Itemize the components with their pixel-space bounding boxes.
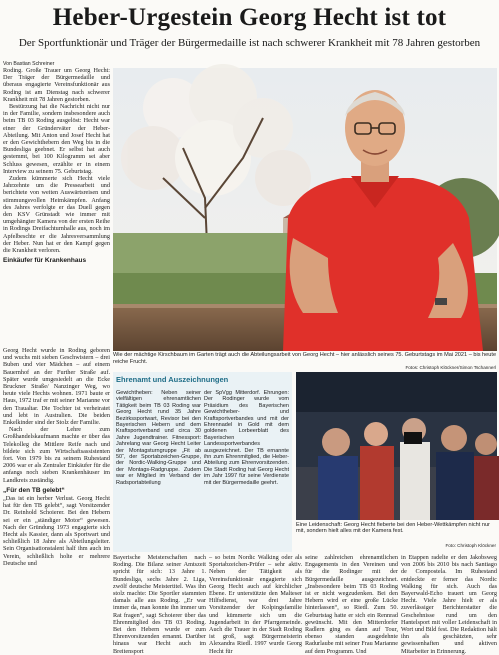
paragraph: Georg Hecht wurde in Roding geboren und wuchs mit sieben Geschwistern – drei Buben und vier Mädchen – auf einem Bauernhof an der Further Straße auf. Später wurde umgesiedelt an die Ecke Bruckner Straße/ Nanzinger Weg, wo heute viele Hechts wohnen. 1971 baute er Haus, 1972 traf er mit seiner Marianne vor den Traualtar. Die Tochter ist verheiratet und lebt in Australien. Die beiden Enkelkinder sind der Stolz der Familie.: [3, 347, 110, 427]
paragraph: Zudem kümmerte sich Hecht viele Jahrzehnte um die Pressearbeit und berichtete von weiten Auswärtsreisen und stimmungsvollen Heimkämpfen. Anfang des Jahres verfolgte er das Duell gegen den KSV Grünstadt wie immer mit umgehängter Kamera von der ersten Reihe in Rodings Dreifachturnhalle aus, noch im Apfelbeschte er die Jahresversammlung der Heber. Nun hat er den Kampf gegen die Krankheit verloren.: [3, 175, 110, 255]
byline: Von Bastian Schreiner: [3, 61, 55, 67]
section-heading: Einkäufer für Krankenhaus: [3, 257, 87, 265]
subheadline: Der Sportfunktionär und Träger der Bürgermedaille ist nach schwerer Krankheit mit 78 Jahren gestorben: [18, 37, 481, 49]
article-column-6: in Etappen radelte er den Jakobsweg von 2006 bis 2010 bis nach Santiago de Compostela. Im Ruhestand entdeckte er ferner das Nordic Walking für sich. Auch das Bayerwald-Echo trauert um Georg Hecht. Viele Jahre hielt er als zuverlässiger Berichterstatter die Geschehnisse rund um den Hantelsport mit voller Leidenschaft in Wort und Bild fest. Die Redaktion hält ihn als geschätzten, sehr gewissenhaften und aktiven Mitarbeiter in Erinnerung.: [401, 554, 497, 655]
secondary-photo-credit: Foto: Christoph Klöckner: [445, 543, 496, 548]
info-box: [113, 372, 292, 552]
article-column-3: Bayerische Meisterschaften nach Roding. Die Bilanz seiner Amtszeit spricht für sich: 13 Jahre 1. Bundesliga, sechs Jahre 2. Liga, zwölf deutsche Meistertitel. Was ihn stolz machte: Die Sportler stammten damals alle aus Roding. „Er war immer da, man konnte ihn immer um Rat fragen“, sagt Schoierer über das Ehrenmitglied des TB 03 Roding. Bei den Hebern wurde er zum Ehrenvorsitzenden ernannt. Darüber hinaus war Hecht auch im Breitensport: [113, 554, 206, 655]
paragraph: Bestürzung hat die Nachricht nicht nur in der Familie, sondern insbesondere auch beim TB 03 Roding ausgelöst: Hecht war einer der Gründerväter der Heber-Abteilung. Mit Anton und Josef Hecht hat er den Gewichthebern den Weg bis in die Bundesliga geebnet. Er selbst hat auch gestemmt, bei 100 Kilogramm sei aber Schluss gewesen, erzählte er in einem Interview zu seinem 75. Geburtstag.: [3, 103, 110, 175]
paragraph: „Das ist ein herber Verlust. Georg Hecht hat für den TB gelebt“, sagt Vorsitzender Dr. Reinhold Schoierer. Bei den Hebern sei er ein „ständiger Motor“ gewesen. Nach der Gründung 1973 engagierte sich Hecht als Kassier, dann als Sportwart und schließlich 18 Jahre als Abteilungsleiter. Sein Organisationstalent half ihm auch im Verein, schließlich holte er mehrere Deutsche und: [3, 495, 110, 567]
headline: Heber-Urgestein Georg Hecht ist tot: [52, 4, 447, 31]
section-heading: „Für den TB gelebt“: [3, 486, 65, 494]
article-column-4: – so beim Nordic Walking oder als Sportabzeichen-Prüfer – sehr aktiv. Neben der Tätigkeit als Vereinsfunktionär engagierte sich Georg Hecht auch auf kirchlicher Ebene. Er unterstützte den Malteser Hilfsdienst, war drei Jahre Vorsitzender der Kolpingsfamilie und kümmerte sich um die Jugendarbeit in der Pfarrgemeinde. Auch die Trauer in der Stadt Roding ist groß, sagt Bürgermeisterin Alexandra Riedl. 1997 wurde Georg Hecht für: [209, 554, 302, 655]
info-box-column-1: Gewichtheben: Neben seiner vielfältigen ehrenamtlichen Tätigkeit beim TB 03 Roding war Georg Hecht rund 35 Jahre Bezirkssportwart, Revisor bei den Bayerischen Hebern und dem Kraftsportverband und circa 30 Jahre Jugendtrainer. Fitnessport: Jahrelang war Georg Hecht Leiter der Montagsturngruppe „Fit ab 50“, der Sportabzeichen-Gruppe, der Nordic-Walking-Gruppe und der Montags-Radgruppe. Zudem war er Mitglied im Verband der Radsportabteilung: [116, 390, 201, 486]
info-box-title: Ehrenamt und Auszeichnungen: [116, 375, 229, 384]
article-column-2: [3, 347, 110, 647]
secondary-photo-image: [296, 372, 497, 520]
article-column-1: [3, 67, 110, 345]
photo-caption: Wie der mächtige Kirschbaum im Garten trägt auch die Abteilungsarbeit von Georg Hecht – hier anlässlich seines 75. Geburtstags im Mai 2021 – bis heute reiche Frucht.: [113, 352, 497, 365]
paragraph: Nach der Lehre zum Großhandelskaufmann machte er über das Telekolleg die Mittlere Reife nach und bildete sich zum Wirtschaftsassistenten fort. Von 1979 bis zu seinem Ruhestand 2006 war er als Zentraler Einkäufer für die anfangs noch sieben Krankenhäuser im Landkreis zuständig.: [3, 426, 110, 484]
secondary-photo-caption: Eine Leidenschaft: Georg Hecht fieberte bei den Heber-Wettkämpfen nicht nur mit, sondern hielt alles mit der Kamera fest.: [296, 522, 490, 535]
secondary-photo: [296, 372, 497, 520]
main-photo: [113, 68, 497, 351]
article-column-5: seine zahlreichen ehrenamtlichen Engagements in den Vereinen und für die Rodinger mit der Bürgermedaille ausgezeichnet. „Insbesondere beim TB 03 Roding ist er nicht wegzudenken. Bei den Hebern wird er eine große Lücke hinterlassen“, so Riedl. Zum 50. Geburtstag hatte er sich ein Rennrad gewünscht. Mit den Mitterdorfer Radlern ging es dann auf Tour, ebenso standen ausgedehnte Radurlaube mit seiner Frau Marianne auf dem Programm. Und: [305, 554, 398, 655]
main-photo-image: [113, 68, 497, 351]
info-box-column-2: der SpVgg Mitterdorf. Ehrungen: Der Rodinger wurde vom Präsidium des Bayerischen Gewichtheber- und Kraftsportverbandes und mit der Ehrennadel in Gold mit dem goldenen Lorbeerblatt des Bayerischen Landessportverbandes ausgezeichnet. Der TB ernannte ihn zum Ehrenmitglied, die Heber-Abteilung zum Ehrenvorsitzenden. Die Stadt Roding hat Georg Hecht im Jahr 1997 für seine Verdienste mit der Bürgermedaille geehrt.: [204, 390, 289, 486]
photo-credit: Fotos: Christoph Klöckner/Simon Tschannerl: [405, 365, 496, 370]
paragraph: Roding. Große Trauer um Georg Hecht: Der Träger der Bürgermedaille und überaus engagierte Vereinsfunktionär aus Roding ist am Dienstag nach schwerer Krankheit mit 78 Jahren gestorben.: [3, 67, 110, 103]
